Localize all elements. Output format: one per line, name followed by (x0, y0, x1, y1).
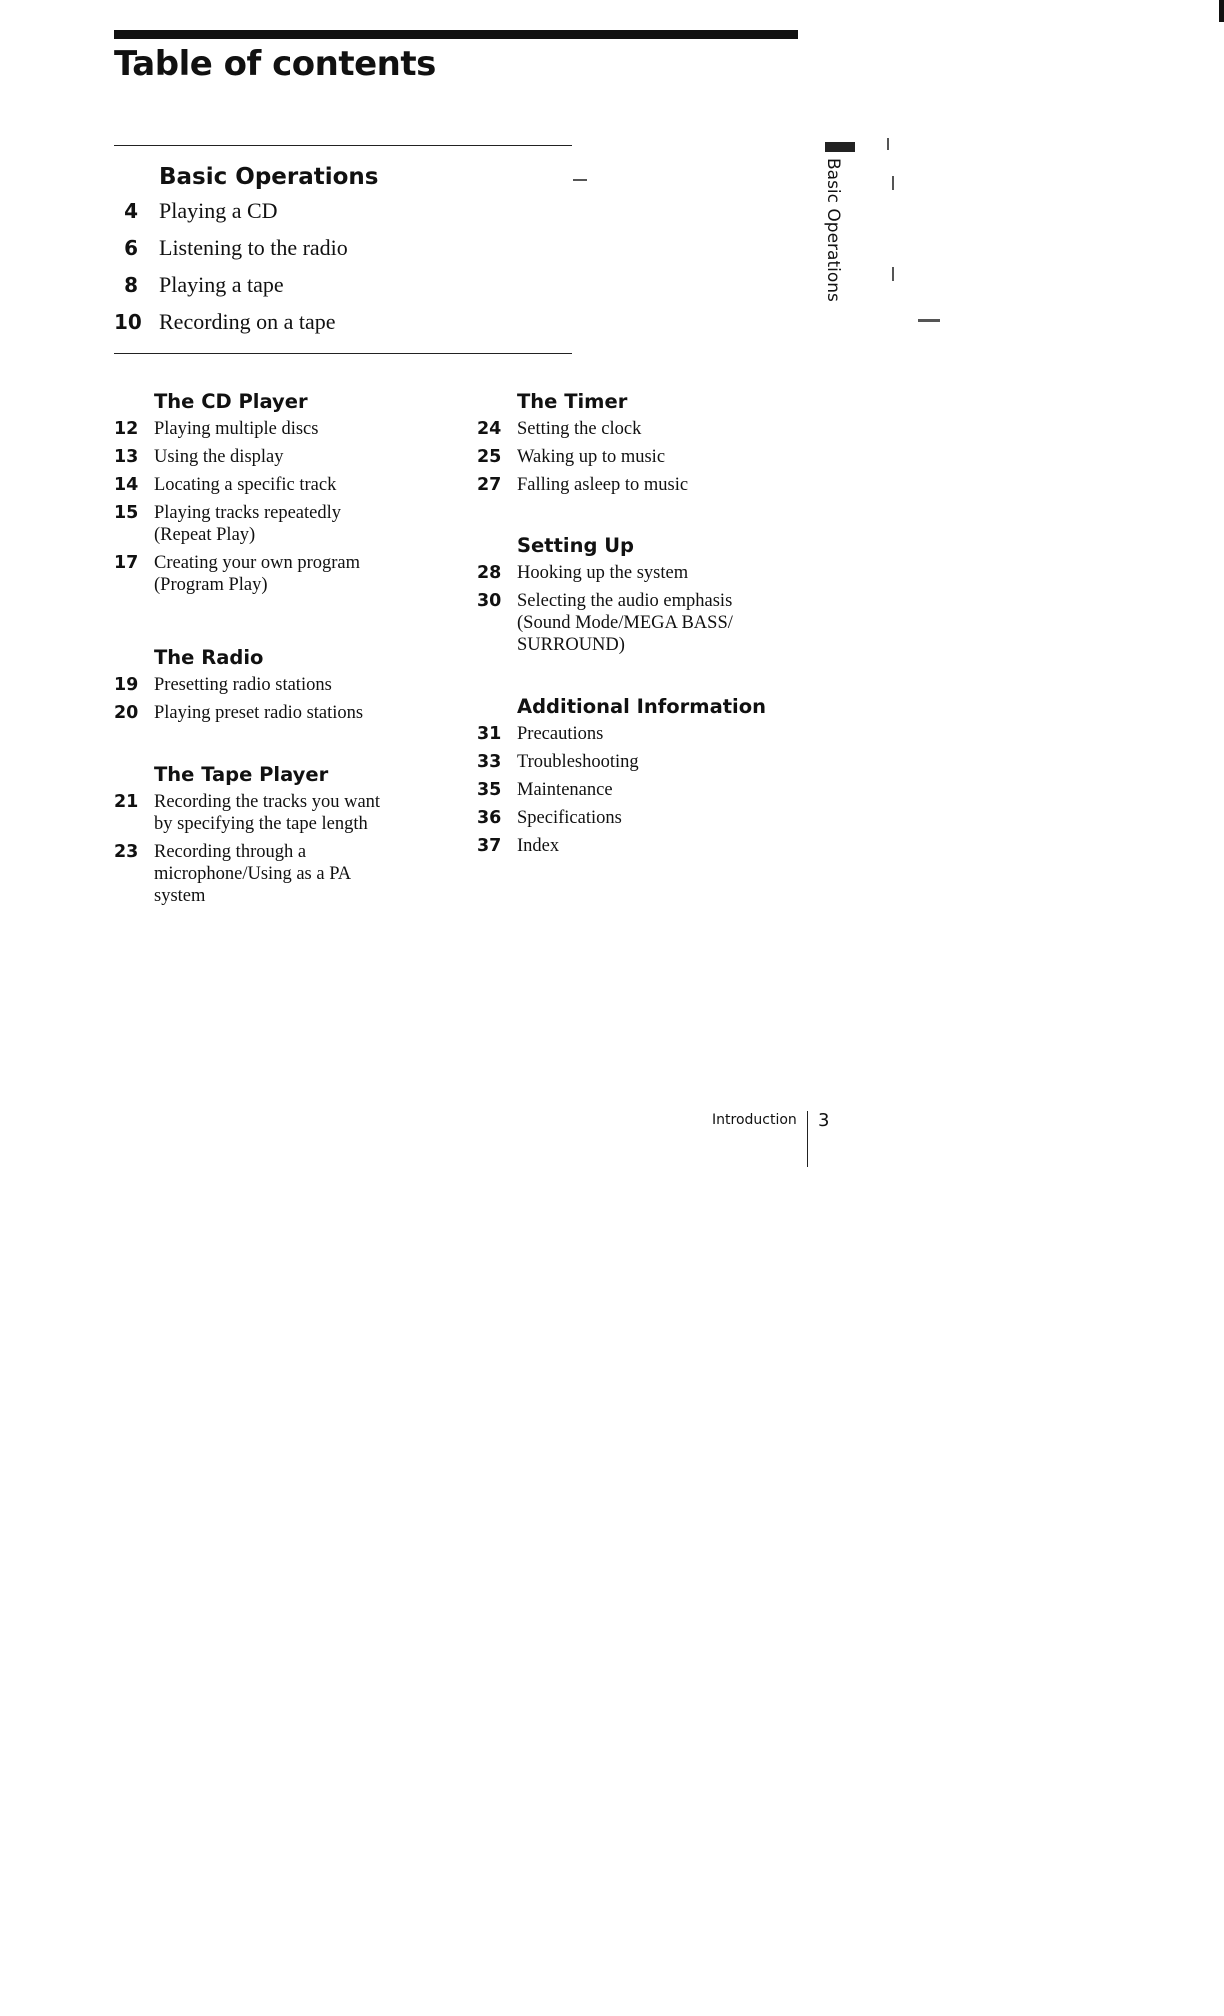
side-tab-label: Basic Operations (823, 158, 843, 302)
toc-page-number: 13 (114, 447, 139, 467)
section-heading: Additional Information (517, 695, 767, 718)
toc-entry-title: Locating a specific track (154, 475, 337, 495)
toc-entry[interactable] (477, 590, 807, 656)
toc-page-number: 37 (477, 836, 502, 856)
toc-page-number: 12 (114, 419, 139, 439)
toc-entry[interactable] (477, 779, 807, 801)
toc-page-number: 15 (114, 503, 139, 523)
toc-entry[interactable] (114, 194, 574, 231)
section-heading: The CD Player (154, 390, 308, 413)
toc-entry-title-line2: (Sound Mode/MEGA BASS/ (517, 613, 733, 633)
section-heading: The Radio (154, 646, 264, 669)
section-additional-information (477, 694, 807, 863)
toc-entry-title: Using the display (154, 447, 284, 467)
edge-mark (1219, 0, 1224, 22)
toc-entry[interactable] (114, 841, 454, 907)
toc-entry-title: Specifications (517, 808, 622, 828)
toc-entry-title-line2: by specifying the tape length (154, 814, 368, 834)
section-tape-player (114, 762, 454, 913)
footer-section-label: Introduction (712, 1112, 797, 1128)
toc-page-number: 25 (477, 447, 502, 467)
toc-entry-title: Precautions (517, 724, 604, 744)
toc-entry-title: Recording through a (154, 842, 307, 862)
toc-entry[interactable] (114, 552, 454, 596)
toc-entry-title: Selecting the audio emphasis (517, 591, 733, 611)
page-title: Table of contents (114, 44, 436, 84)
toc-entry[interactable] (114, 446, 454, 468)
toc-entry[interactable] (477, 807, 807, 829)
toc-entry-title-line2: (Repeat Play) (154, 525, 256, 545)
side-tab-basic-operations[interactable] (820, 130, 854, 330)
title-bar-rule (114, 30, 798, 39)
toc-page-number: 30 (477, 591, 502, 611)
section-setting-up (477, 533, 807, 662)
section-heading: Basic Operations (159, 164, 379, 190)
toc-entry-title: Index (517, 836, 560, 856)
arrow-mark (918, 319, 940, 322)
section-cd-player (114, 389, 454, 602)
toc-entry-title: Setting the clock (517, 419, 642, 439)
toc-page-number: 19 (114, 675, 139, 695)
toc-entry[interactable] (114, 418, 454, 440)
side-tab-bar (825, 142, 855, 152)
toc-entry-title: Creating your own program (154, 553, 361, 573)
toc-entry-title-line3: system (154, 886, 206, 906)
footer-separator (807, 1111, 808, 1167)
toc-entry[interactable] (114, 502, 454, 546)
toc-entry[interactable] (477, 562, 807, 584)
toc-entry[interactable] (477, 446, 807, 468)
toc-entry-title: Playing tracks repeatedly (154, 503, 341, 523)
toc-entry-title: Presetting radio stations (154, 675, 332, 695)
section-heading: The Tape Player (154, 763, 329, 786)
toc-entry[interactable] (114, 305, 574, 342)
divider-bottom (114, 353, 572, 354)
toc-page-number: 17 (114, 553, 139, 573)
toc-entry[interactable] (477, 723, 807, 745)
toc-entry[interactable] (114, 674, 454, 696)
scan-mark (892, 267, 894, 281)
toc-entry-title: Playing a tape (159, 272, 284, 297)
section-timer (477, 389, 807, 502)
toc-entry-title: Listening to the radio (159, 235, 348, 260)
toc-entry[interactable] (477, 474, 807, 496)
toc-page-number: 6 (124, 236, 138, 260)
toc-entry-title: Playing multiple discs (154, 419, 319, 439)
footer-page-number: 3 (818, 1110, 830, 1131)
toc-entry-title-line2: (Program Play) (154, 575, 268, 595)
toc-entry[interactable] (477, 835, 807, 857)
toc-page-number: 8 (124, 273, 138, 297)
toc-entry-title: Recording on a tape (159, 309, 336, 334)
toc-entry-title: Hooking up the system (517, 563, 689, 583)
toc-entry[interactable] (114, 268, 574, 305)
toc-entry[interactable] (114, 702, 454, 724)
toc-page-number: 20 (114, 703, 139, 723)
section-radio (114, 645, 454, 730)
toc-page-number: 36 (477, 808, 502, 828)
toc-page-number: 27 (477, 475, 502, 495)
toc-entry[interactable] (114, 791, 454, 835)
toc-entry-title-line2: microphone/Using as a PA (154, 864, 352, 884)
toc-page-number: 35 (477, 780, 502, 800)
toc-page-number: 28 (477, 563, 502, 583)
toc-page-number: 24 (477, 419, 502, 439)
toc-entry-title-line3: SURROUND) (517, 635, 625, 655)
toc-entry-title: Waking up to music (517, 447, 666, 467)
toc-entry-title: Playing preset radio stations (154, 703, 364, 723)
toc-entry-title: Recording the tracks you want (154, 792, 381, 812)
scan-mark (887, 138, 889, 150)
toc-page-number: 33 (477, 752, 502, 772)
toc-page-number: 10 (114, 310, 142, 334)
toc-entry-title: Maintenance (517, 780, 613, 800)
section-heading: Setting Up (517, 534, 635, 557)
toc-entry[interactable] (114, 231, 574, 268)
toc-entry-title: Troubleshooting (517, 752, 639, 772)
toc-entry-title: Falling asleep to music (517, 475, 689, 495)
toc-page-number: 31 (477, 724, 502, 744)
section-basic-operations (114, 162, 574, 342)
toc-page-number: 23 (114, 842, 139, 862)
scan-mark (892, 176, 894, 190)
toc-entry[interactable] (114, 474, 454, 496)
toc-page-number: 14 (114, 475, 139, 495)
section-heading: The Timer (517, 390, 628, 413)
toc-page-number: 4 (124, 199, 138, 223)
arrow-mark (573, 179, 587, 181)
toc-entry[interactable] (477, 418, 807, 440)
toc-entry-title: Playing a CD (159, 198, 278, 223)
divider-top (114, 145, 572, 146)
toc-entry[interactable] (477, 751, 807, 773)
toc-page-number: 21 (114, 792, 139, 812)
